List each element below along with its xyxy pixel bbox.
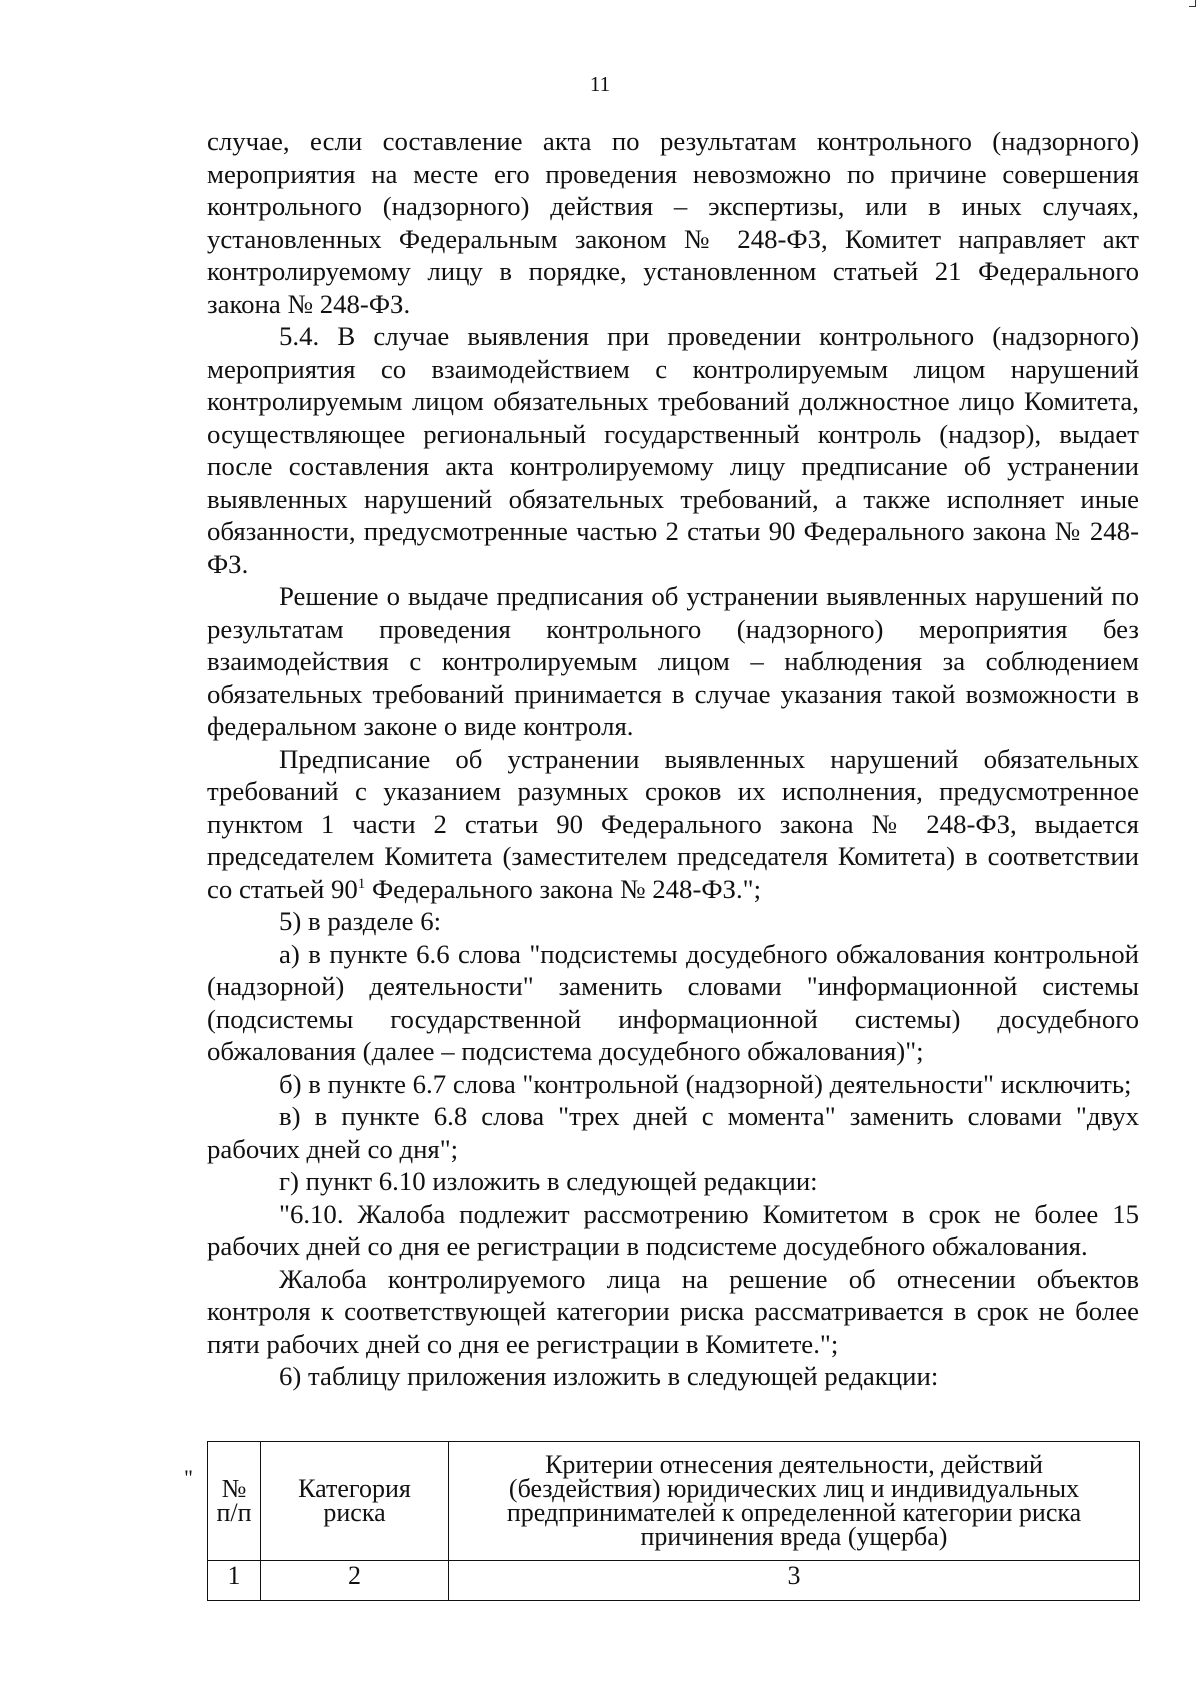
paragraph: г) пункт 6.10 изложить в следующей редакции:	[279, 1166, 818, 1196]
header-text: предпринимателей к определенной категории риска	[506, 1498, 1082, 1527]
paragraph: "6.10. Жалоба подлежит рассмотрению Комитетом в срок не более 15 рабочих дней со дня ее регистрации в подсистеме досудебного обжалования.	[207, 1198, 1139, 1261]
criteria-table-wrapper	[207, 1441, 1140, 1601]
scan-corner-mark	[1189, 0, 1196, 7]
header-cell-criteria	[449, 1442, 1140, 1561]
paragraph: б) в пункте 6.7 слова "контрольной (надзорной) деятельности" исключить;	[279, 1068, 1132, 1099]
criteria-table	[207, 1441, 1140, 1601]
paragraph: 5) в разделе 6:	[279, 906, 442, 936]
column-number-cell: 1	[208, 1561, 261, 1601]
page-number: 11	[589, 72, 611, 96]
paragraph: 5.4. В случае выявления при проведении контрольного (надзорного) мероприятия со взаимодействием с контролируемым лицом нарушений контролируемым лицом обязательных требований должностное лицо Комитета, осуществляющее региональный государственный контроль (надзор), выдает после составления акта контролируемому лицу предписание об устранении выявленных нарушений обязательных требований, а также исполняет иные обязанности, предусмотренные частью 2 статьи 90 Федерального закона № 248-ФЗ.	[207, 321, 1139, 579]
superscript: 1	[357, 875, 366, 892]
header-text: Категория	[298, 1474, 411, 1503]
paragraph: Жалоба контролируемого лица на решение об отнесении объектов контроля к соответствующей категории риска рассматривается в срок не более пяти рабочих дней со дня ее регистрации в Комитете.";	[207, 1263, 1139, 1359]
header-text: (бездействия) юридических лиц и индивидуальных	[508, 1474, 1080, 1503]
column-number-cell: 3	[449, 1561, 1140, 1601]
paragraph: в) в пункте 6.8 слова "трех дней с момента" заменить словами "двух рабочих дней со дня";	[207, 1101, 1139, 1164]
document-body	[207, 125, 1139, 1393]
paragraph-text: со статьей 90	[207, 873, 358, 904]
header-text: №	[221, 1474, 247, 1503]
header-cell-number	[208, 1442, 261, 1561]
paragraph: 6) таблицу приложения изложить в следующей редакции:	[279, 1361, 939, 1391]
header-text: п/п	[216, 1498, 252, 1527]
header-cell-category	[261, 1442, 449, 1561]
header-text: причинения вреда (ущерба)	[640, 1522, 948, 1551]
paragraph-text: Предписание об устранении выявленных нарушений обязательных требований с указанием разумных сроков их исполнения, предусмотренное пунктом 1 части 2 статьи 90 Федерального закона № 248-ФЗ, выдается председателем Комитета (заместителем председателя Комитета) в соответствии	[207, 743, 1139, 871]
paragraph-text: Федерального закона № 248-ФЗ.";	[365, 873, 762, 904]
table-header-row	[208, 1442, 1140, 1561]
column-number-cell: 2	[261, 1561, 449, 1601]
table-row	[208, 1561, 1140, 1601]
table-open-quote: "	[184, 1465, 193, 1490]
paragraph: а) в пункте 6.6 слова "подсистемы досудебного обжалования контрольной (надзорной) деятельности" заменить словами "информационной системы (подсистемы государственной информационной системы) досудебного обжалования (далее – подсистема досудебного обжалования)";	[207, 938, 1139, 1066]
paragraph-with-superscript	[207, 743, 1139, 906]
header-text: Критерии отнесения деятельности, действий	[545, 1450, 1043, 1479]
paragraph: случае, если составление акта по результатам контрольного (надзорного) мероприятия на месте его проведения невозможно по причине совершения контрольного (надзорного) действия – экспертизы, или в иных случаях, установленных Федеральным законом № 248-ФЗ, Комитет направляет акт контролируемому лицу в порядке, установленном статьей 21 Федерального закона № 248-ФЗ.	[207, 126, 1139, 319]
paragraph: Решение о выдаче предписания об устранении выявленных нарушений по результатам проведения контрольного (надзорного) мероприятия без взаимодействия с контролируемым лицом – наблюдения за соблюдением обязательных требований принимается в случае указания такой возможности в федеральном законе о виде контроля.	[207, 581, 1139, 741]
header-text: риска	[323, 1498, 386, 1527]
